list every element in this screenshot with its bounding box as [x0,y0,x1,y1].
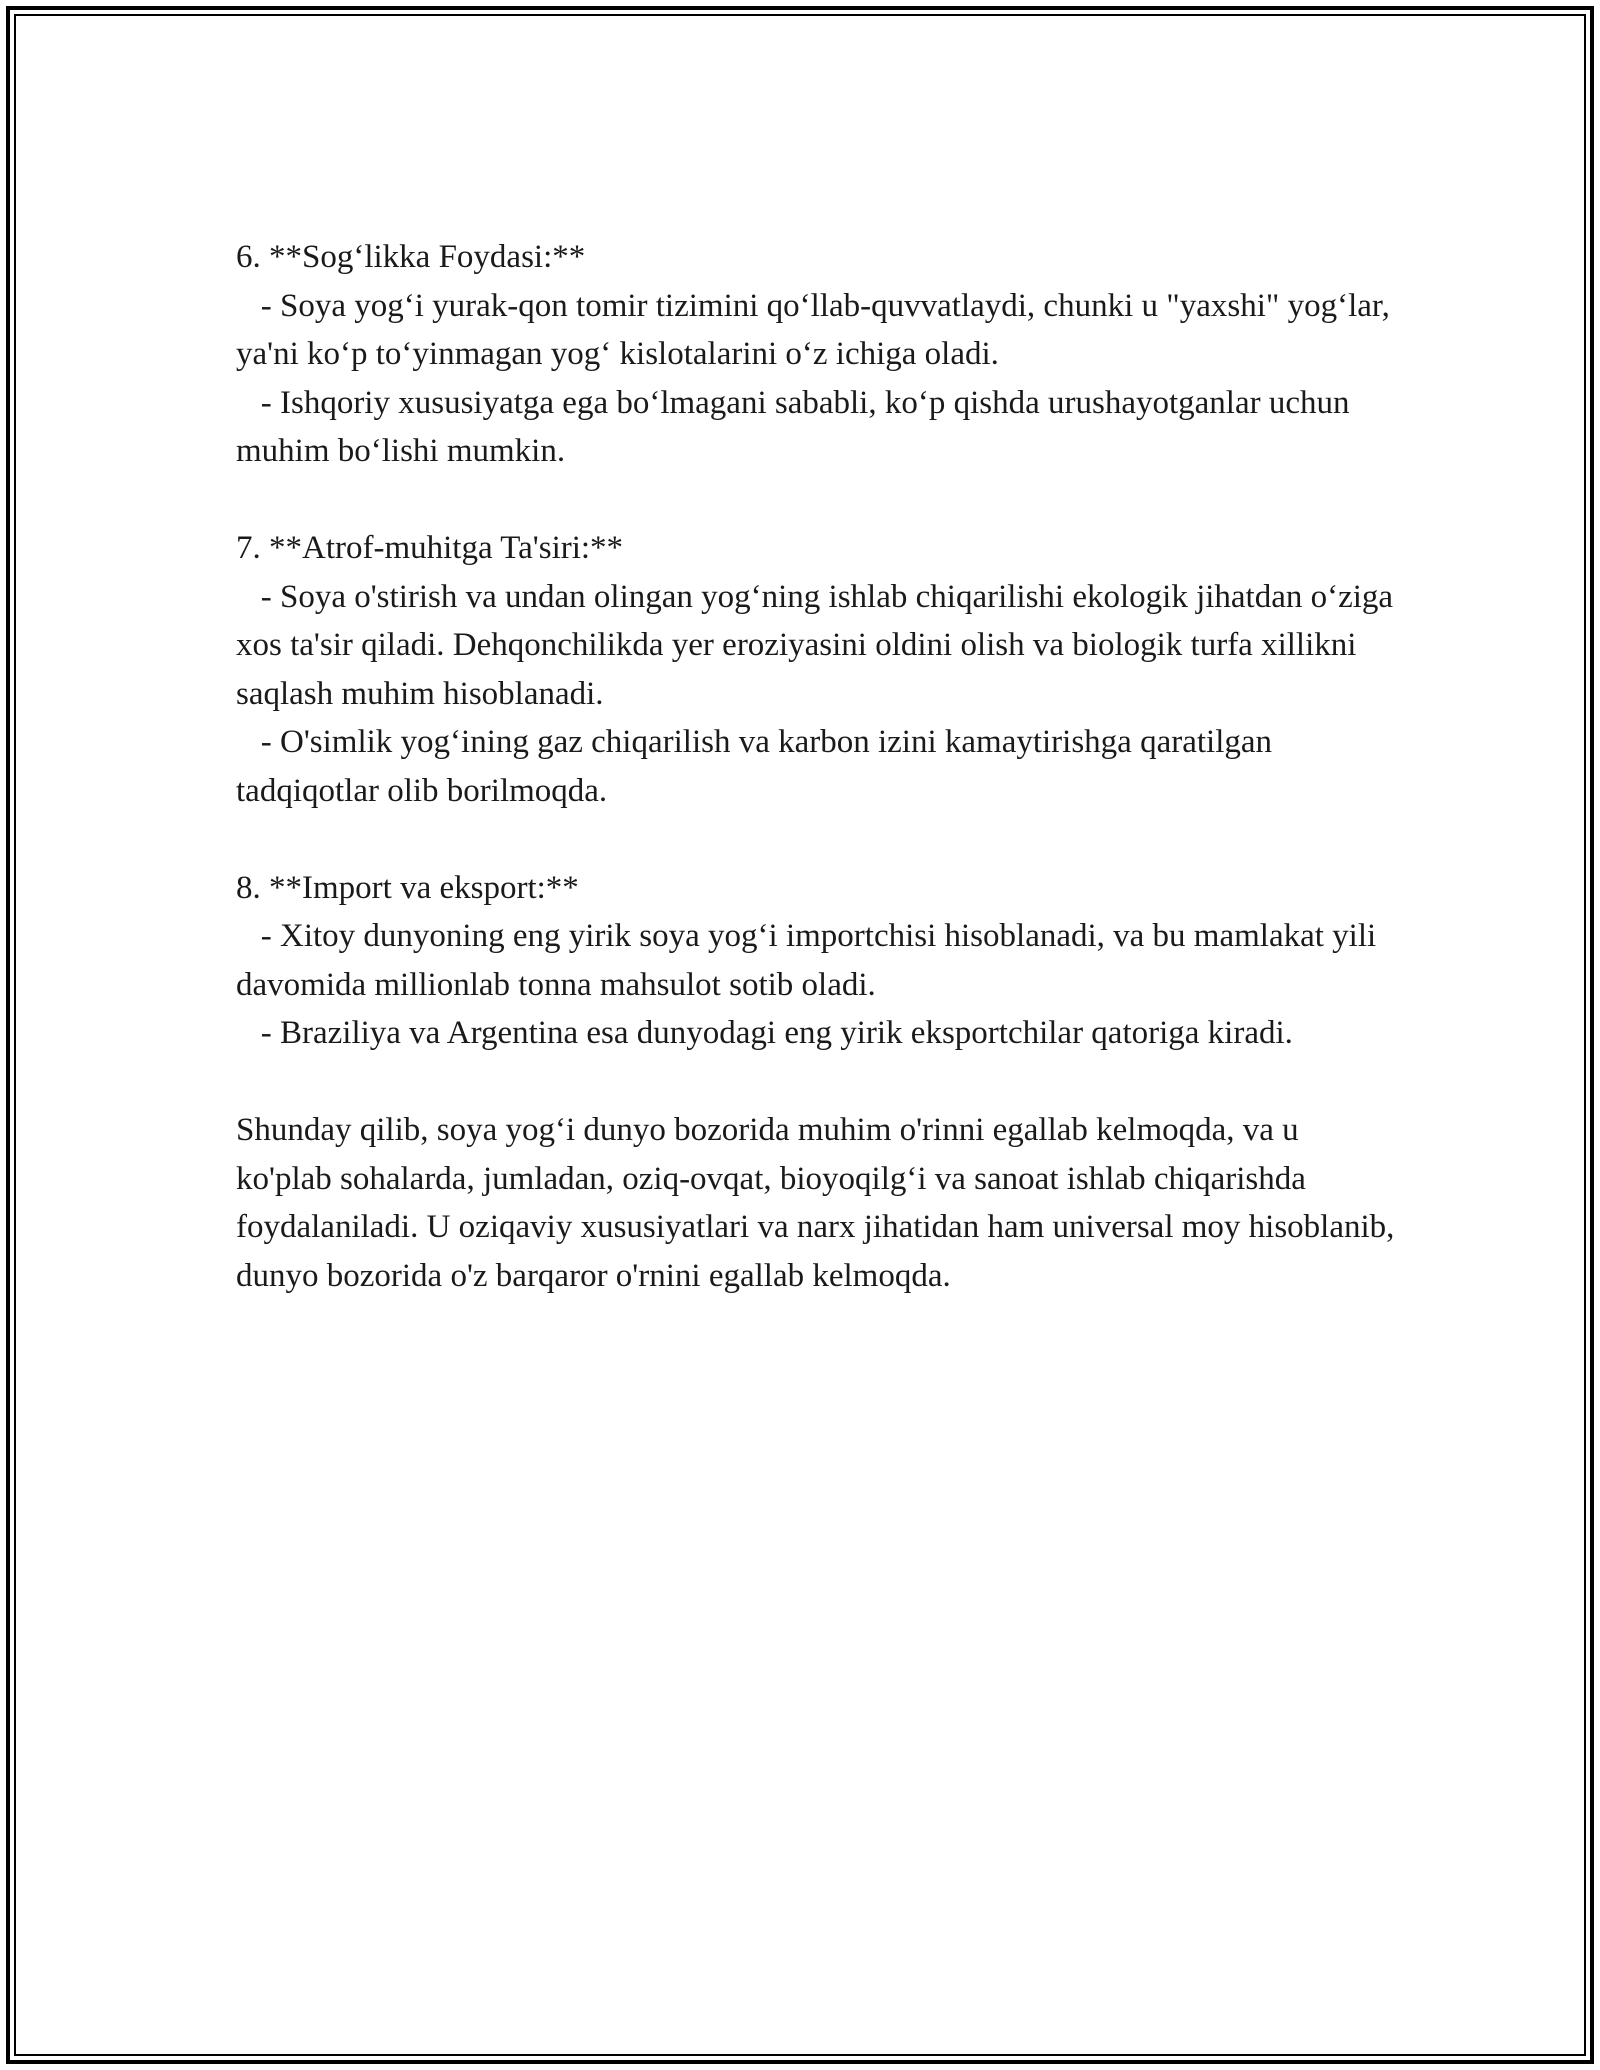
conclusion-paragraph: Shunday qilib, soya yog‘i dunyo bozorida muhim o'rinni egallab kelmoqda, va u ko'plab sohalarda, jumladan, oziq-ovqat, bioyoqilg‘i va sanoat ishlab chiqarishda foydalaniladi. U oziqaviy xususiyatlari va narx jihatidan ham universal moy hisoblanib, dunyo bozorida o'z barqaror o'rnini egallab kelmoqda. [236,1112,1403,1294]
section-heading: 8. **Import va eksport:** [236,869,579,906]
section-heading: 7. **Atrof-muhitga Ta'siri:** [236,530,624,566]
list-item: - Braziliya va Argentina esa dunyodagi eng yirik eksportchilar qatoriga kiradi. [236,1015,1293,1051]
document-body [236,233,1403,1349]
list-item: - Ishqoriy xususiyatga ega bo‘lmagani sababli, ko‘p qishda urushayotganlar uchun muhim bo‘lishi mumkin. [236,384,1358,469]
list-item: - Xitoy dunyoning eng yirik soya yog‘i importchisi hisoblanadi, va bu mamlakat yili davomida millionlab tonna mahsulot sotib oladi. [236,918,1385,1003]
section-environmental-impact [236,524,1402,815]
conclusion-block [236,1106,1403,1300]
section-health-benefits [236,233,1399,476]
section-heading: 6. **Sog‘likka Foydasi:** [236,239,586,275]
section-import-export [236,864,1396,1058]
list-item: - O'simlik yog‘ining gaz chiqarilish va karbon izini kamaytirishga qaratilgan tadqiqotlar olib borilmoqda. [236,724,1281,809]
list-item: - Soya o'stirish va undan olingan yog‘ning ishlab chiqarilishi ekologik jihatdan o‘ziga xos ta'sir qiladi. Dehqonchilikda yer eroziyasini oldini olish va biologik turfa xillikni saqlash muhim hisoblanadi. [236,578,1402,712]
list-item: - Soya yog‘i yurak-qon tomir tizimini qo‘llab-quvvatlaydi, chunki u "yaxshi" yog‘lar, ya'ni ko‘p to‘yinmagan yog‘ kislotalarini o‘z ichiga oladi. [236,287,1399,372]
